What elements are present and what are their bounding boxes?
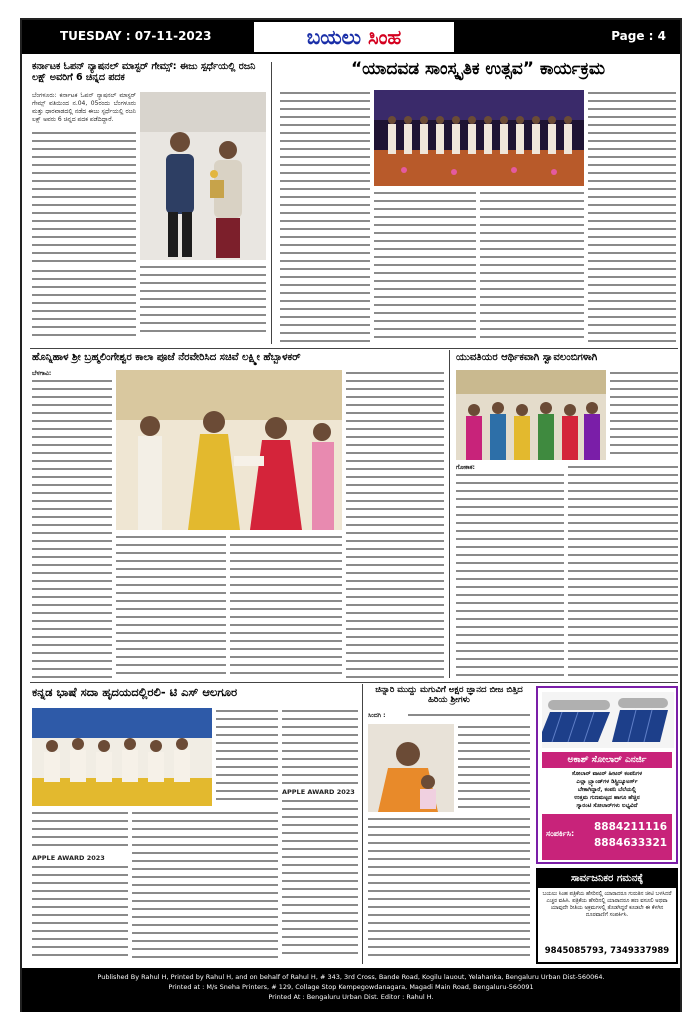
newspaper-page (20, 18, 682, 1012)
article-body-column (456, 472, 564, 678)
article-body-column (568, 464, 678, 678)
notice-phones: 9845085793, 7349337989 (544, 946, 670, 956)
solar-heater-icon (542, 692, 674, 748)
article-women-empowerment (456, 352, 678, 364)
article-body-column (458, 724, 530, 812)
article-headline: “ಯಾದವಡ ಸಾಂಸ್ಕೃತಿಕ ಉತ್ಸವ” ಕಾರ್ಯಕ್ರಮ (350, 59, 606, 79)
article-body-column (280, 90, 370, 344)
article-body-column (282, 708, 358, 786)
award-mention: APPLE AWARD 2023 (282, 788, 355, 796)
article-body-column (32, 268, 136, 336)
imprint-footer (22, 968, 680, 1012)
ad-description (542, 770, 672, 810)
article-body-column (32, 130, 136, 266)
imprint-editor: Printed At : Bengaluru Urban Dist. Editor : Rahul H. (268, 993, 434, 1001)
article-body-column (32, 864, 128, 960)
ad-phone: 8884211116 (594, 821, 668, 833)
article-temple-puja (32, 352, 444, 364)
ad-company-name: ಅಕಾಶ್ ಸೋಲಾರ್ ಎನರ್ಜಿ (542, 752, 672, 768)
article-headline: ಕರ್ನಾಟಕ ಓಪನ್ ನ್ಯಾಷನಲ್ ಮಾಸ್ಟರ್ ಗೇಮ್ಸ್: ಈಜು ಸ್ಪರ್ಧೆಯಲ್ಲಿ ರಜನಿ ಲಕ್ಷ್ ಅವರಿಗೆ 6 ಚಿನ್ನದ ಪದಕ (32, 61, 256, 83)
ad-contact-label: ಸಂಪರ್ಕಿಸಿ: (546, 829, 575, 838)
ad-line: ಬೇಕಾಗಿದ್ದಾರೆ, ಕಂಪನಿ ಬೆಲೆಯಲ್ಲಿ (577, 787, 637, 793)
row-divider (30, 682, 678, 683)
row-divider (30, 348, 678, 349)
imprint-printer: Printed at : M/s Sneha Printers, # 129, Collage Stop Kempegowdanagara, Magadi Main Road, Bengaluru-560091 (168, 983, 534, 991)
award-stage-photo (32, 708, 212, 806)
article-child-literacy (368, 686, 530, 706)
issue-date: TUESDAY : 07-11-2023 (60, 29, 212, 43)
article-body-column (132, 810, 278, 960)
article-body-column (368, 816, 530, 960)
swimmer-award-photo (140, 92, 266, 260)
article-dateline: ಗೋಕಾಕ: (456, 464, 475, 471)
ad-line: ಗ್ಯಾರಂಟಿ ಸೋಲಾರ್‌ಗಳು ಲಭ್ಯವಿದೆ (576, 803, 638, 809)
article-body-column (230, 534, 342, 678)
article-dateline: ಬೆಳಗಾವಿ: (32, 370, 52, 377)
article-body-column (610, 370, 678, 460)
article-body-column (408, 712, 530, 720)
notice-body: ಬಯಲು ಸಿಂಹ ಪತ್ರಿಕೆಯ ಹೆಸರಿನಲ್ಲಿ ಯಾರಾದರೂ ಗುರುತಿನ ಚೀಟಿ ಬಳಸಿದರೆ ಎಚ್ಚರ ವಹಿಸಿ. ಪತ್ರಿಕೆಯ ಹೆಸರಿನಲ್ಲಿ ಯಾರಾದರೂ ಹಣ ವಸೂಲಿ ಅಥವಾ ಯಾವುದೇ ರೀತಿಯ ಅಕ್ರಮಗಳಲ್ಲಿ ತೊಡಗಿದ್ದರೆ ಕೂಡಲೇ ಈ ಕೆಳಗಿನ ದೂರವಾಣಿಗೆ ಸಂಪರ್ಕಿಸಿ. (542, 891, 672, 918)
article-cultural-festival (280, 60, 676, 80)
article-headline: ಯುವತಿಯರ ಆರ್ಥಿಕವಾಗಿ ಸ್ವಾವಲಂಬಿಗಳಾಗಿ (456, 352, 598, 363)
article-headline: ಚಿನ್ನಾರಿ ಮುದ್ದು ಮಗುವಿಗೆ ಅಕ್ಷರ ಜ್ಞಾನದ ಬೀಜ ಬಿತ್ತಿದ ಹಿರಿಯ ಶ್ರೀಗಳು (375, 685, 523, 705)
ad-line: ಉತ್ತಮ ಗುಣಮಟ್ಟದ ಹಾಗೂ ಹೆಚ್ಚಿನ (574, 795, 640, 801)
masthead (22, 20, 680, 54)
minister-puja-photo (116, 370, 342, 530)
article-body-column (588, 90, 676, 344)
column-divider (449, 350, 450, 678)
logo-part2: ಸಿಂಹ (367, 25, 402, 49)
ad-contact-panel (542, 814, 672, 860)
article-body-column (374, 190, 476, 344)
stage-event-photo (374, 90, 584, 186)
imprint-publisher: Published By Rahul H, Printed by Rahul H, and on behalf of Rahul H, # 343, 3rd Cross, Bande Road, Kogilu lauout, Yelahanka, Bengaluru Urban Dist-560064. (97, 973, 605, 981)
column-divider (271, 62, 272, 344)
article-kannada-language (32, 686, 352, 699)
article-headline: ಹೊನ್ನಿಹಾಳ ಶ್ರೀ ಬ್ರಹ್ಮಲಿಂಗೇಶ್ವರ ಕಾಲಾ ಪೂಜೆ ನೆರವೇರಿಸಿದ ಸಚಿವೆ ಲಕ್ಷ್ಮೀ ಹೆಬ್ಬಾಳಕರ್ (32, 352, 301, 363)
article-body-column (32, 378, 112, 678)
article-dateline: ಸಿಂದಗಿ : (368, 712, 386, 719)
article-body-column (140, 264, 266, 336)
public-notice (536, 868, 678, 964)
article-headline: ಕನ್ನಡ ಭಾಷೆ ಸದಾ ಹೃದಯದಲ್ಲಿರಲಿ- ಟಿ ಎಸ್ ಆಲಗೂರ (32, 685, 238, 699)
article-body-column (346, 370, 444, 678)
column-divider (362, 684, 363, 964)
article-swimming (32, 62, 266, 84)
ad-phone: 8884633321 (594, 837, 668, 849)
notice-heading: ಸಾರ್ವಜನಿಕರ ಗಮನಕ್ಕೆ (538, 870, 676, 888)
ad-line: ಸೋಲಾರ್ ವಾಟರ್ ಹೀಟರ್ ಕಂಪನಿಗಳ (571, 771, 643, 777)
ad-line: ಎಲ್ಲಾ ಬ್ರ್ಯಾಂಡ್‌ಗಳ ಡಿಸ್ಟ್ರಿಬ್ಯೂಟರ್ಸ್ (576, 779, 638, 785)
page-number: Page : 4 (611, 29, 666, 43)
child-seer-photo (368, 724, 454, 812)
logo-part1: ಬಯಲು (306, 25, 361, 49)
article-body-column (480, 190, 584, 344)
solar-advertisement (536, 686, 678, 864)
article-body-column (116, 534, 226, 678)
article-body-column (282, 798, 358, 960)
article-lead: ಬೆಂಗಳೂರು: ಕರ್ನಾಟಕ ಓಪನ್ ನ್ಯಾಷನಲ್ ಮಾಸ್ಟರ್ ಗೇಮ್ಸ್ ವತಿಯಿಂದ ನ.04, 05ರಂದು ಬೆಂಗಳೂರು ಮತ್ತು ಧಾರವಾಡದಲ್ಲಿ ನಡೆದ ಈಜು ಸ್ಪರ್ಧೆಯಲ್ಲಿ ರಜನಿ ಲಕ್ಷ್ ಅವರು 6 ಚಿನ್ನದ ಪದಕ ಪಡೆದಿದ್ದಾರೆ. (32, 92, 136, 123)
training-session-photo (456, 370, 606, 460)
article-body-column (32, 810, 128, 852)
newspaper-logo (254, 22, 454, 52)
award-mention: APPLE AWARD 2023 (32, 854, 105, 862)
article-body-column (216, 708, 278, 806)
